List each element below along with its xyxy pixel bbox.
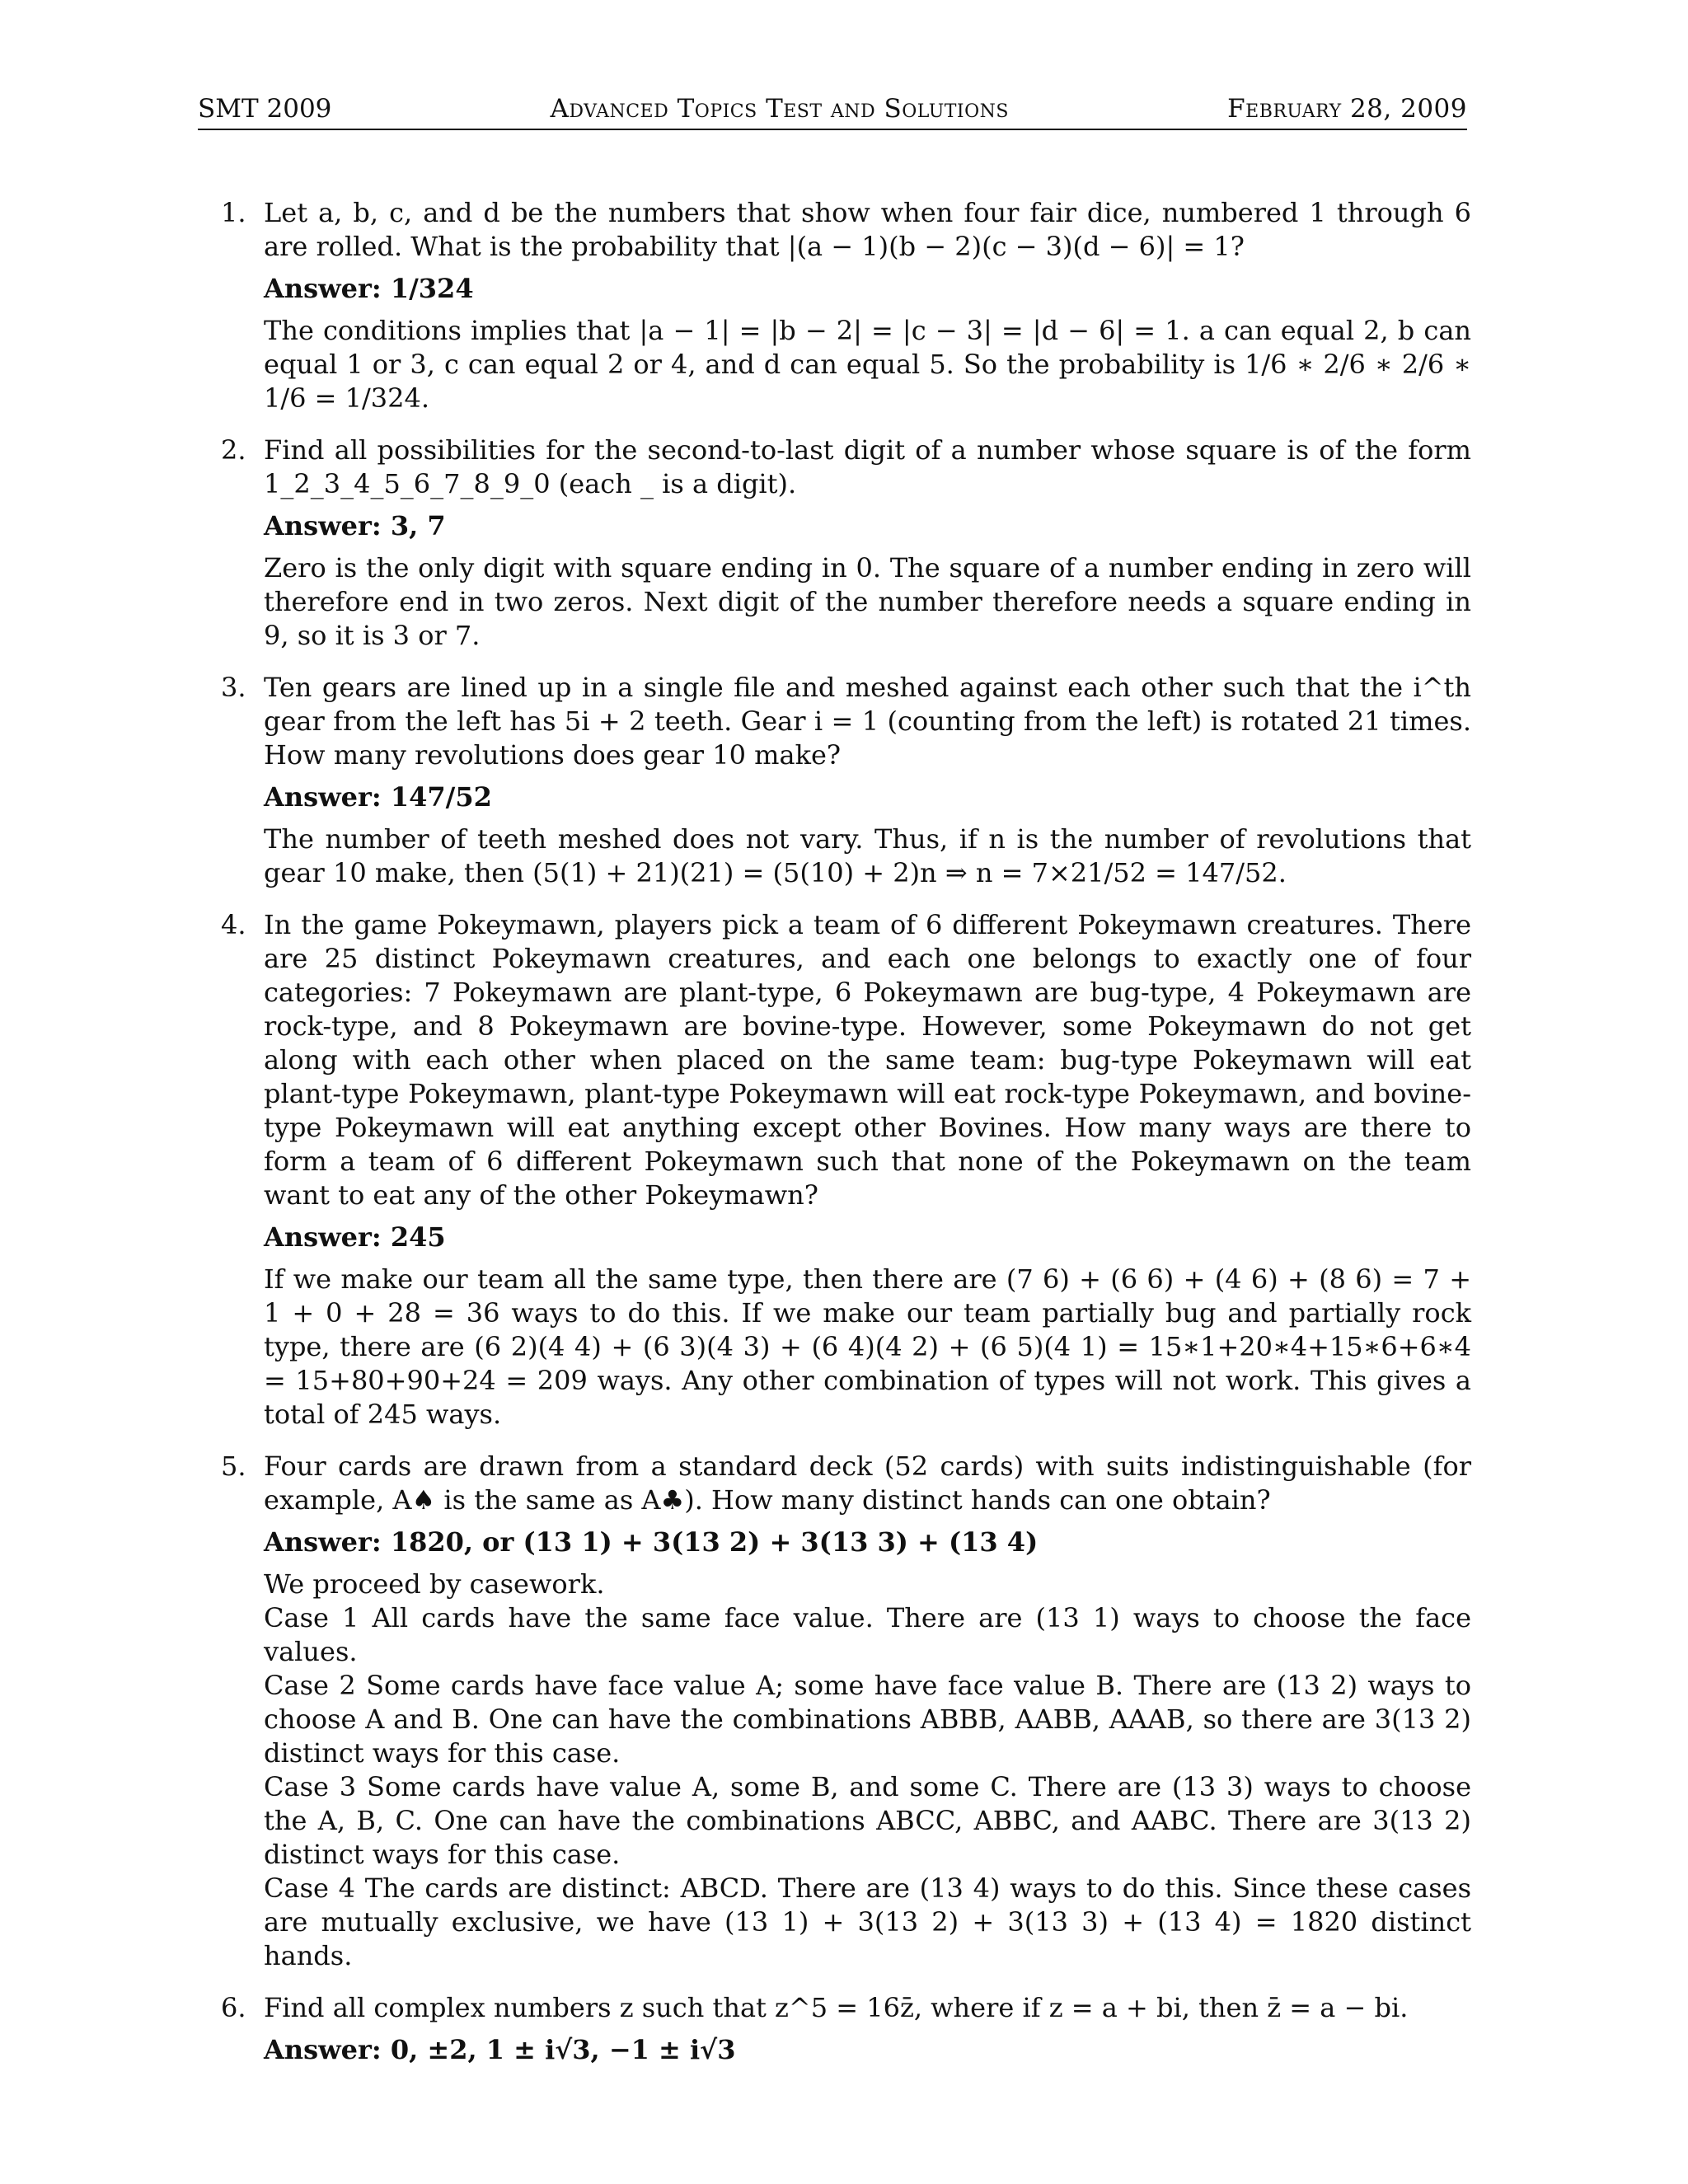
problem-1 <box>198 196 1471 415</box>
answer <box>264 1221 1471 1254</box>
answer-label: Answer: <box>264 1221 382 1253</box>
header-center: Advanced Topics Test and Solutions <box>550 94 1009 124</box>
problem-question: Let a, b, c, and d be the numbers that show when four fair dice, numbered 1 through 6 are rolled. What is the probability that |(a − 1)(b − 2)(c − 3)(d − 6)| = 1? <box>264 197 1471 262</box>
problem-number: 3. <box>221 672 246 703</box>
answer-label: Answer: <box>264 273 382 304</box>
solution <box>264 1568 1471 1973</box>
problem-number: 4. <box>221 909 246 940</box>
problem-number: 1. <box>221 197 246 228</box>
solution <box>264 1263 1471 1432</box>
problem-4 <box>198 908 1471 1432</box>
answer-label: Answer: <box>264 781 382 813</box>
solution <box>264 823 1471 890</box>
header-right: February 28, 2009 <box>1227 94 1467 124</box>
problem-number: 5. <box>221 1451 246 1482</box>
problem-number: 2. <box>221 434 246 466</box>
solution <box>264 314 1471 415</box>
answer-label: Answer: <box>264 510 382 541</box>
solution-case-4: Case 4 The cards are distinct: ABCD. There are (13 4) ways to do this. Since these cases are mutually exclusive, we have (13 1) + 3(13 2) + 3(13 3) + (13 4) = 1820 distinct hands. <box>264 1872 1471 1971</box>
answer <box>264 272 1471 306</box>
solution-paragraph: We proceed by casework. <box>264 1568 605 1600</box>
problem-number: 6. <box>221 1992 246 2023</box>
problem-6 <box>198 1991 1471 2067</box>
problem-3 <box>198 671 1471 890</box>
answer <box>264 509 1471 543</box>
solution-paragraph: The conditions implies that |a − 1| = |b − 2| = |c − 3| = |d − 6| = 1. a can equal 2, b can equal 1 or 3, c can equal 2 or 4, and d can equal 5. So the probability is 1/6 ∗ 2/6 ∗ 2/6 ∗ 1/6 = 1/324. <box>264 315 1471 414</box>
solution <box>264 551 1471 653</box>
answer <box>264 780 1471 814</box>
running-header <box>198 92 1467 130</box>
problem-5 <box>198 1450 1471 1973</box>
answer-label: Answer: <box>264 2034 382 2065</box>
problem-question: Find all possibilities for the second-to-last digit of a number whose square is of the form 1_2_3_4_5_6_7_8_9_0 (each _ is a digit). <box>264 434 1471 499</box>
header-left: SMT 2009 <box>198 94 332 124</box>
problem-question: Find all complex numbers z such that z^5 = 16z̄, where if z = a + bi, then z̄ = a − bi. <box>264 1992 1409 2023</box>
answer <box>264 2033 1471 2067</box>
solution-case-2: Case 2 Some cards have face value A; some have face value B. There are (13 2) ways to choose A and B. One can have the combinations ABBB, AABB, AAAB, so there are 3(13 2) distinct ways for this case. <box>264 1670 1471 1769</box>
answer-value: 3, 7 <box>390 510 446 541</box>
solution-paragraph: Zero is the only digit with square ending in 0. The square of a number ending in zero will therefore end in two zeros. Next digit of the number therefore needs a square ending in 9, so it is 3 or 7. <box>264 552 1471 651</box>
answer-value: 1820, or (13 1) + 3(13 2) + 3(13 3) + (13 4) <box>390 1526 1039 1558</box>
problem-list <box>198 196 1471 2085</box>
problem-question: Four cards are drawn from a standard deck (52 cards) with suits indistinguishable (for example, A♠ is the same as A♣). How many distinct hands can one obtain? <box>264 1451 1471 1516</box>
answer <box>264 1526 1471 1559</box>
solution-case-3: Case 3 Some cards have value A, some B, and some C. There are (13 3) ways to choose the A, B, C. One can have the combinations ABCC, ABBC, and AABC. There are 3(13 2) distinct ways for this case. <box>264 1771 1471 1870</box>
answer-label: Answer: <box>264 1526 382 1558</box>
answer-value: 147/52 <box>390 781 492 813</box>
answer-value: 0, ±2, 1 ± i√3, −1 ± i√3 <box>390 2034 736 2065</box>
problem-2 <box>198 434 1471 653</box>
answer-value: 1/324 <box>390 273 474 304</box>
solution-paragraph: If we make our team all the same type, then there are (7 6) + (6 6) + (4 6) + (8 6) = 7 + 1 + 0 + 28 = 36 ways to do this. If we make our team partially bug and partially rock type, there are (6 2)(4 4) + (6 3)(4 3) + (6 4)(4 2) + (6 5)(4 1) = 15∗1+20∗4+15∗6+6∗4 = 15+80+90+24 = 209 ways. Any other combination of types will not work. This gives a total of 245 ways. <box>264 1263 1471 1430</box>
solution-paragraph: The number of teeth meshed does not vary. Thus, if n is the number of revolutions that gear 10 make, then (5(1) + 21)(21) = (5(10) + 2)n ⇒ n = 7×21/52 = 147/52. <box>264 823 1471 888</box>
answer-value: 245 <box>390 1221 446 1253</box>
problem-question: Ten gears are lined up in a single file and meshed against each other such that the i^th gear from the left has 5i + 2 teeth. Gear i = 1 (counting from the left) is rotated 21 times. How many revolutions does gear 10 make? <box>264 672 1471 771</box>
solution-case-1: Case 1 All cards have the same face value. There are (13 1) ways to choose the face values. <box>264 1602 1471 1667</box>
problem-question: In the game Pokeymawn, players pick a team of 6 different Pokeymawn creatures. There are 25 distinct Pokeymawn creatures, and each one belongs to exactly one of four categories: 7 Pokeymawn are plant-type, 6 Pokeymawn are bug-type, 4 Pokeymawn are rock-type, and 8 Pokeymawn are bovine-type. However, some Pokeymawn do not get along with each other when placed on the same team: bug-type Pokeymawn will eat plant-type Pokeymawn, plant-type Pokeymawn will eat rock-type Pokeymawn, and bovine-type Pokeymawn will eat anything except other Bovines. How many ways are there to form a team of 6 different Pokeymawn such that none of the Pokeymawn on the team want to eat any of the other Pokeymawn? <box>264 909 1471 1211</box>
